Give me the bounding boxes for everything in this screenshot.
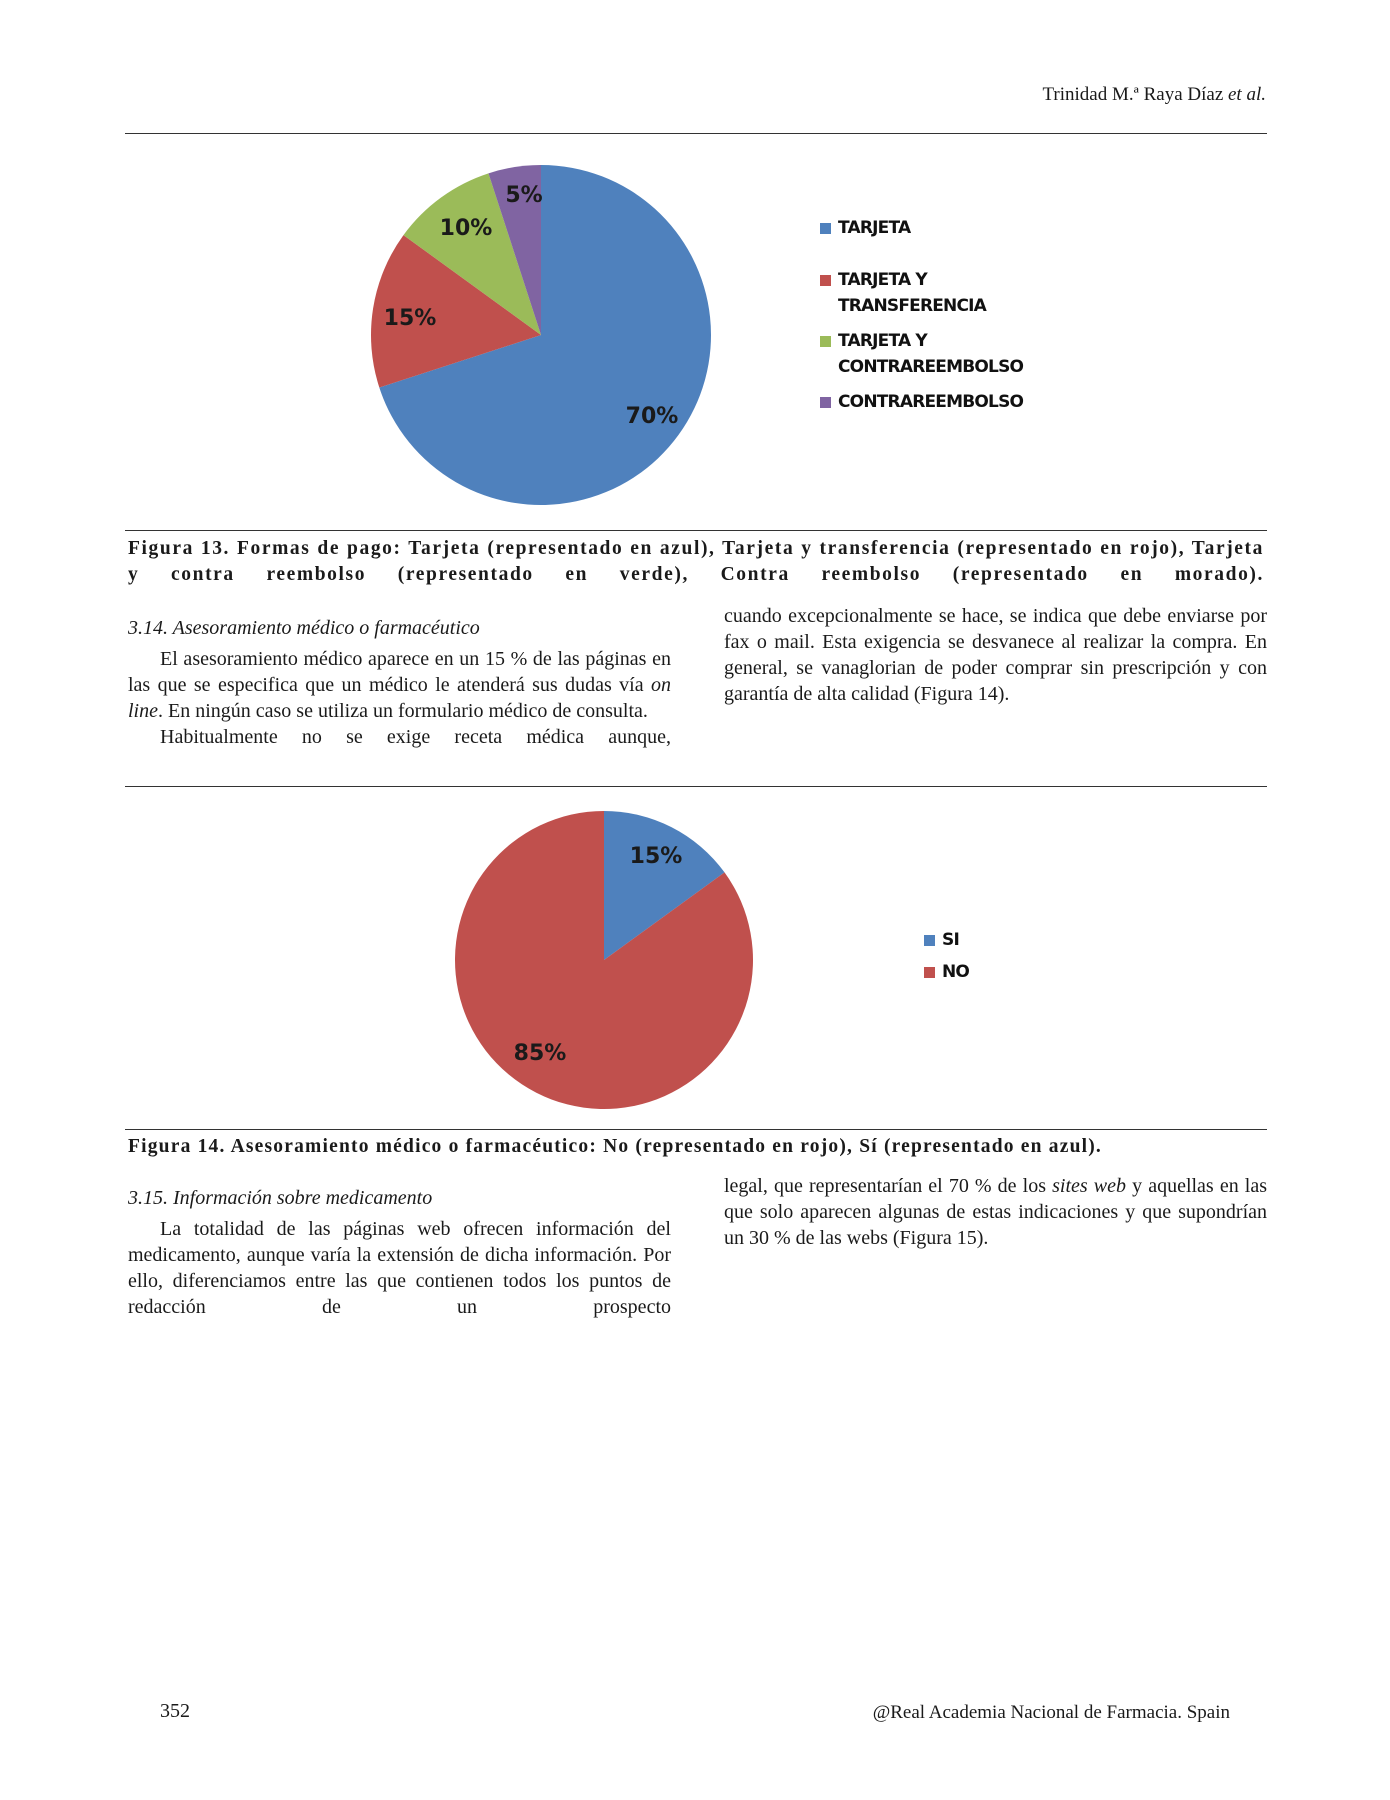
legend-item-tarjeta-contrareembolso — [820, 328, 1038, 380]
page-number: 352 — [160, 1700, 190, 1722]
section314-paragraph-2-continued: cuando excepcionalmente se hace, se indica que debe enviarse por fax o mail. Esta exigencia se desvanece al realizar la compra. En general, se vanaglorian de poder comprar sin prescripción y con garantía de alta calidad (Figura 14). — [724, 605, 1267, 705]
section315-paragraph-1-continued — [724, 1173, 1267, 1251]
figure14-caption: Figura 14. Asesoramiento médico o farmacéutico: No (representado en rojo), Sí (representado en azul). — [128, 1136, 1103, 1157]
legend-item-contrareembolso — [820, 389, 1038, 415]
figure14-legend — [924, 927, 1022, 985]
figure13-top-rule — [125, 530, 1267, 531]
legend-label: SI — [942, 930, 959, 950]
section314-heading: 3.14. Asesoramiento médico o farmacéutico — [128, 617, 480, 639]
section315-left-column — [128, 1185, 671, 1320]
text-italic: sites web — [1052, 1175, 1126, 1197]
legend-label: CONTRAREEMBOLSO — [838, 392, 1024, 412]
legend-label: TARJETA Y TRANSFERENCIA — [838, 270, 987, 316]
text-span: . En ningún caso se utiliza un formulario médico de consulta. — [158, 700, 648, 722]
legend-label: NO — [942, 962, 970, 982]
footer-publisher: @Real Academia Nacional de Farmacia. Spain — [872, 1702, 1230, 1723]
legend-swatch-blue — [820, 223, 831, 234]
legend-swatch-blue — [924, 935, 935, 946]
section314-paragraph-1 — [128, 646, 671, 724]
section315-paragraph-1: La totalidad de las páginas web ofrecen información del medicamento, aunque varía la extensión de dicha información. Por ello, diferenciamos entre las que contienen todos los puntos de redacción de un prospecto — [128, 1218, 671, 1318]
pie-data-label: 70% — [625, 404, 679, 429]
legend-item-no — [924, 959, 1022, 985]
section315-heading: 3.15. Información sobre medicamento — [128, 1187, 433, 1209]
figure14-top-rule — [125, 786, 1267, 787]
figure13-pie-chart — [366, 152, 726, 512]
legend-label: TARJETA Y CONTRAREEMBOLSO — [838, 331, 1024, 377]
section314-left-column — [128, 615, 671, 750]
legend-item-tarjeta-transferencia — [820, 267, 1008, 319]
pie-data-label: 85% — [513, 1041, 567, 1066]
figure13-caption: Figura 13. Formas de pago: Tarjeta (representado en azul), Tarjeta y transferencia (representado en rojo), Tarjeta y contra reembolso (representado en verde), Contra reembolso (representado en morado). — [128, 538, 1264, 585]
pie-data-label: 15% — [383, 306, 437, 331]
pie-data-label: 10% — [439, 216, 493, 241]
text-italic: on line — [128, 674, 672, 722]
section314-paragraph-2: Habitualmente no se exige receta médica aunque, — [160, 726, 671, 748]
header-rule — [125, 133, 1267, 134]
header-author-suffix: et al. — [1228, 84, 1266, 105]
legend-swatch-red — [924, 967, 935, 978]
figure14-pie-chart — [444, 800, 764, 1120]
legend-swatch-green — [820, 336, 831, 347]
legend-label: TARJETA — [838, 218, 911, 238]
section315-right-column — [724, 1173, 1267, 1251]
pie-data-label: 15% — [629, 844, 683, 869]
legend-item-tarjeta — [820, 215, 1038, 241]
figure14-bottom-rule — [125, 1129, 1267, 1130]
header-author: Trinidad M.ª Raya Díaz — [1042, 84, 1224, 105]
figure13-legend — [820, 215, 1038, 415]
section314-right-column — [724, 603, 1267, 707]
legend-swatch-red — [820, 275, 831, 286]
text-span: El asesoramiento médico aparece en un 15 % de las páginas en las que se especifica que un médico le atenderá sus dudas vía — [128, 648, 671, 696]
text-span: legal, que representarían el 70 % de los — [724, 1175, 1046, 1197]
legend-swatch-purple — [820, 397, 831, 408]
running-header — [1042, 84, 1266, 106]
pie-data-label: 5% — [505, 183, 543, 208]
legend-item-si — [924, 927, 1022, 953]
text-span: y aquellas en las que solo aparecen algunas de estas indicaciones y que supondrían un 30 % de las webs (Figura 15). — [724, 1175, 1268, 1249]
